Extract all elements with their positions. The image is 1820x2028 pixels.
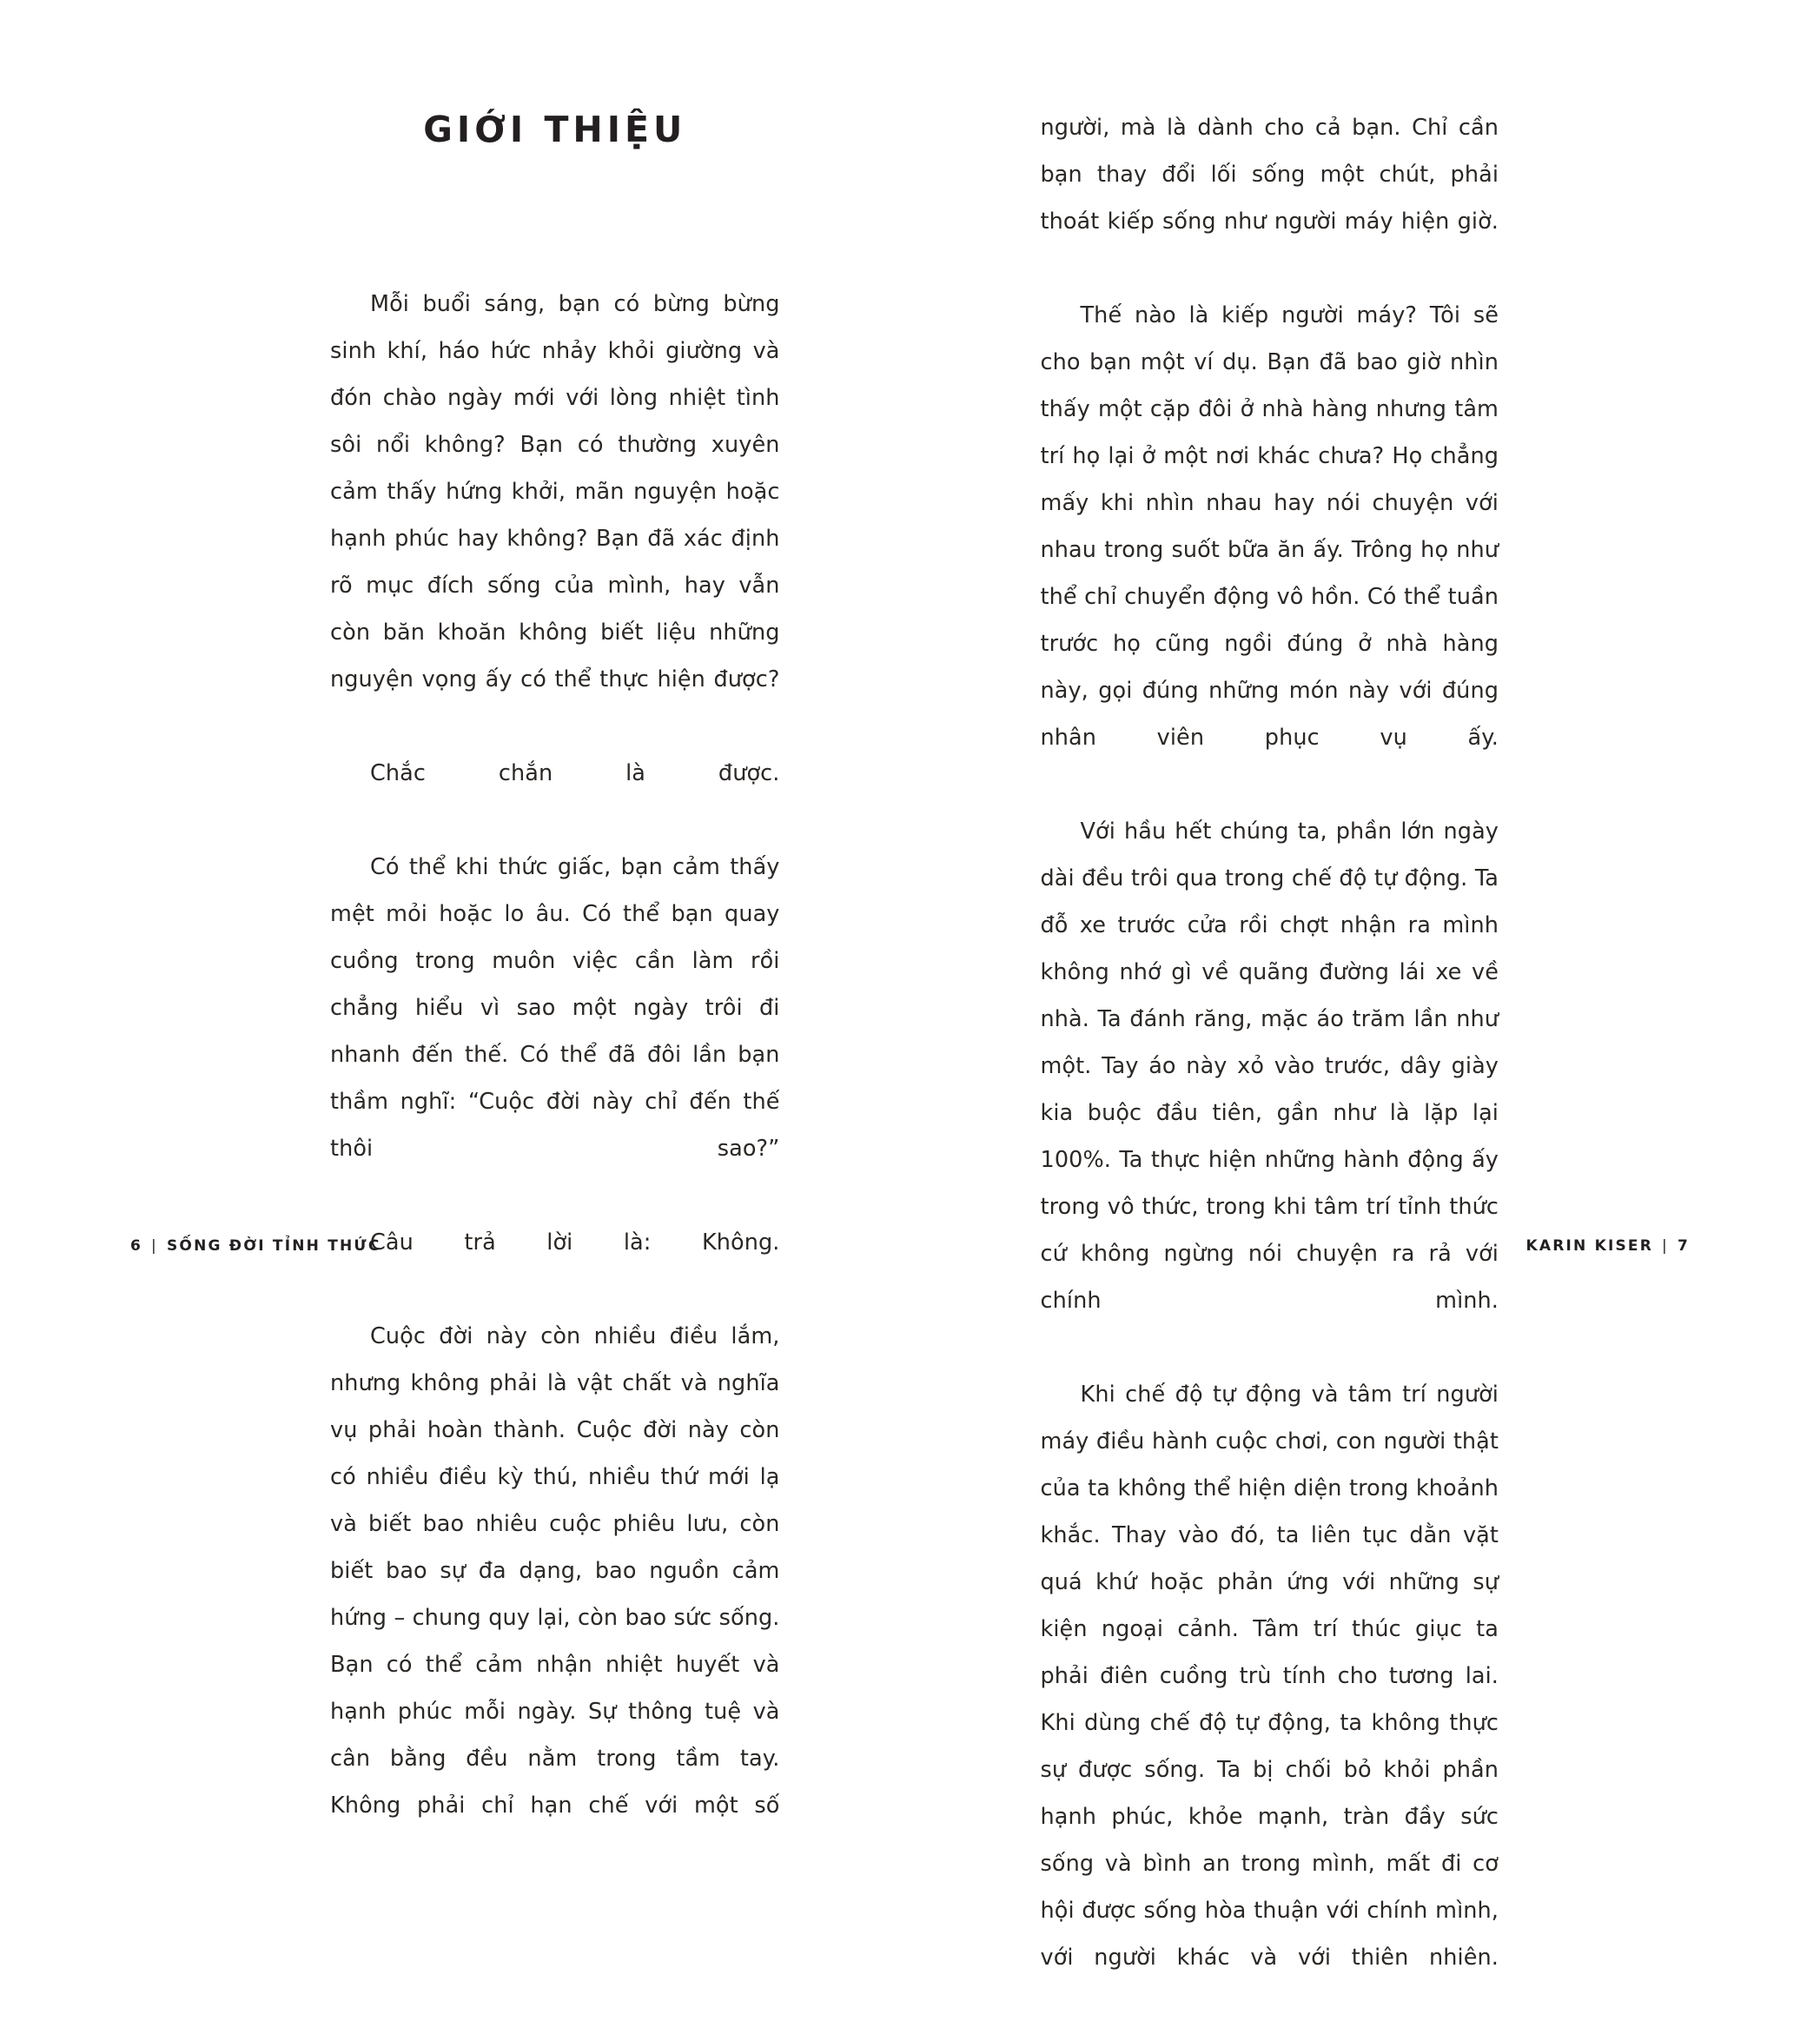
footer-separator: |	[142, 1237, 167, 1255]
book-title: SỐNG ĐỜI TỈNH THỨC	[167, 1237, 381, 1255]
left-page-footer	[130, 1237, 381, 1255]
paragraph: Khi chế độ tự động và tâm trí người máy điều hành cuộc chơi, con người thật của ta không thể hiện diện trong khoảnh khắc. Thay vào đó, ta liên tục dằn vặt quá khứ hoặc phản ứng với những sự kiện ngoại cảnh. Tâm trí thúc giục ta phải điên cuồng trù tính cho tương lai. Khi dùng chế độ tự động, ta không thực sự được sống. Ta bị chối bỏ khỏi phần hạnh phúc, khỏe mạnh, tràn đầy sức sống và bình an trong mình, mất đi cơ hội được sống hòa thuận với chính mình, với người khác và với thiên nhiên.	[1041, 1371, 1499, 2028]
paragraph: Với hầu hết chúng ta, phần lớn ngày dài đều trôi qua trong chế độ tự động. Ta đỗ xe trước cửa rồi chợt nhận ra mình không nhớ gì về quãng đường lái xe về nhà. Ta đánh răng, mặc áo trăm lần như một. Tay áo này xỏ vào trước, dây giày kia buộc đầu tiên, gần như là lặp lại 100%. Ta thực hiện những hành động ấy trong vô thức, trong khi tâm trí tỉnh thức cứ không ngừng nói chuyện ra rả với chính mình.	[1041, 808, 1499, 1371]
right-page	[910, 0, 1820, 1328]
left-page-body	[330, 281, 780, 1876]
paragraph: người, mà là dành cho cả bạn. Chỉ cần bạn thay đổi lối sống một chút, phải thoát kiếp sống như người máy hiện giờ.	[1041, 104, 1499, 292]
page-number: 6	[130, 1237, 142, 1255]
paragraph: Cuộc đời này còn nhiều điều lắm, nhưng không phải là vật chất và nghĩa vụ phải hoàn thành. Cuộc đời này còn có nhiều điều kỳ thú, nhiều thứ mới lạ và biết bao nhiêu cuộc phiêu lưu, còn biết bao sự đa dạng, bao nguồn cảm hứng – chung quy lại, còn bao sức sống. Bạn có thể cảm nhận nhiệt huyết và hạnh phúc mỗi ngày. Sự thông tuệ và cân bằng đều nằm trong tầm tay. Không phải chỉ hạn chế với một số	[330, 1313, 780, 1876]
page-number: 7	[1678, 1237, 1690, 1255]
paragraph: Có thể khi thức giấc, bạn cảm thấy mệt mỏi hoặc lo âu. Có thể bạn quay cuồng trong muôn việc cần làm rồi chẳng hiểu vì sao một ngày trôi đi nhanh đến thế. Có thể đã đôi lần bạn thầm nghĩ: “Cuộc đời này chỉ đến thế thôi sao?”	[330, 844, 780, 1219]
paragraph: Mỗi buổi sáng, bạn có bừng bừng sinh khí, háo hức nhảy khỏi giường và đón chào ngày mới với lòng nhiệt tình sôi nổi không? Bạn có thường xuyên cảm thấy hứng khởi, mãn nguyện hoặc hạnh phúc hay không? Bạn đã xác định rõ mục đích sống của mình, hay vẫn còn băn khoăn không biết liệu những nguyện vọng ấy có thể thực hiện được?	[330, 281, 780, 750]
right-page-footer	[1525, 1237, 1690, 1255]
paragraph: Câu trả lời là: Không.	[330, 1219, 780, 1313]
left-page	[0, 0, 910, 1328]
paragraph: Thế nào là kiếp người máy? Tôi sẽ cho bạn một ví dụ. Bạn đã bao giờ nhìn thấy một cặp đôi ở nhà hàng nhưng tâm trí họ lại ở một nơi khác chưa? Họ chẳng mấy khi nhìn nhau hay nói chuyện với nhau trong suốt bữa ăn ấy. Trông họ như thể chỉ chuyển động vô hồn. Có thể tuần trước họ cũng ngồi đúng ở nhà hàng này, gọi đúng những món này với đúng nhân viên phục vụ ấy.	[1041, 292, 1499, 808]
right-page-body	[1041, 104, 1499, 2028]
author-name: KARIN KISER	[1525, 1237, 1653, 1255]
paragraph: Chắc chắn là được.	[330, 750, 780, 844]
footer-separator: |	[1653, 1237, 1678, 1255]
chapter-title: GIỚI THIỆU	[330, 104, 780, 150]
